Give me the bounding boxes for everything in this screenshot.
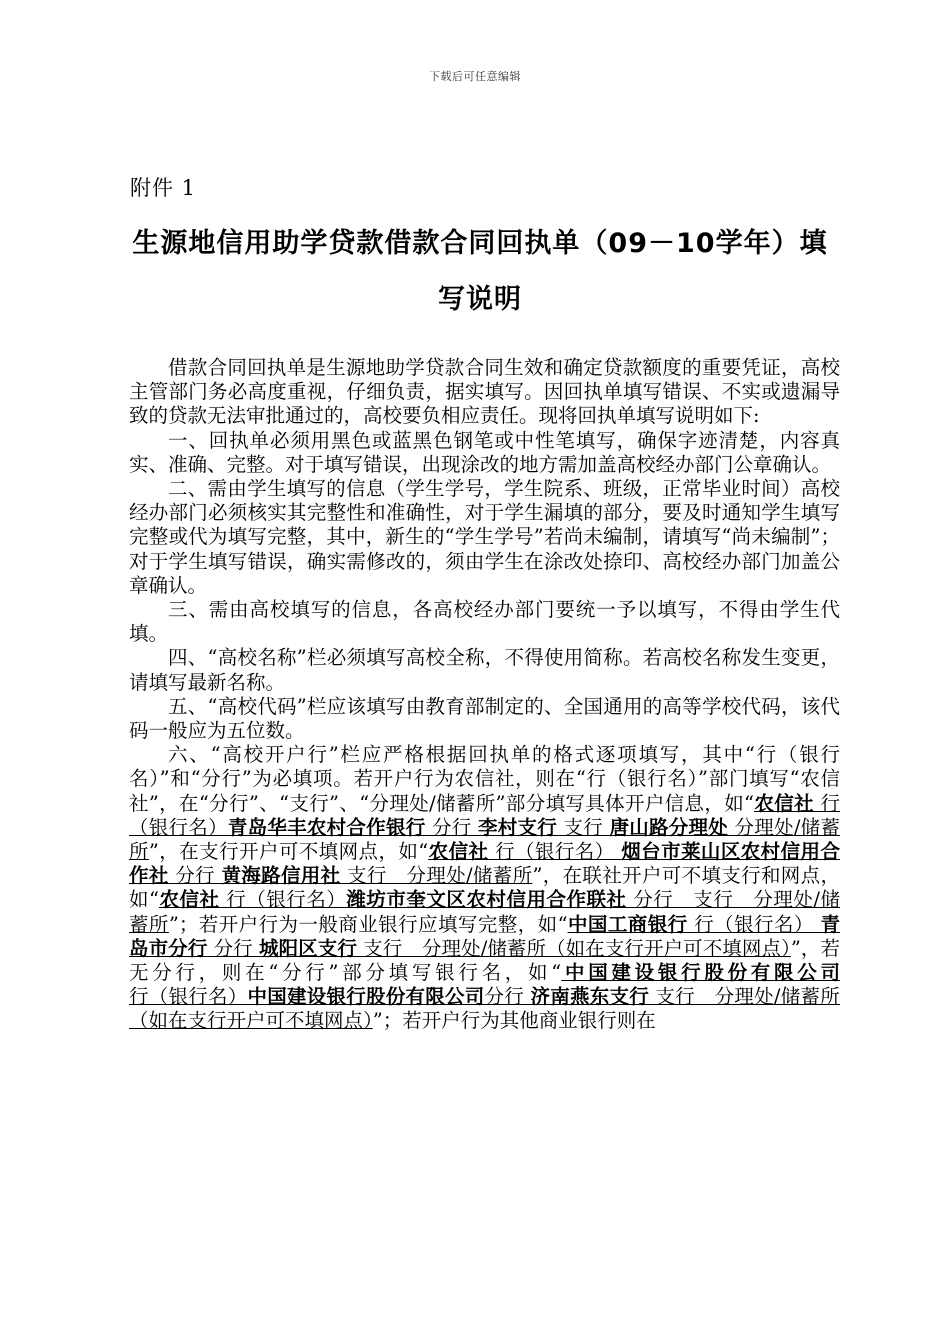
example-1-label-2: 分行 [425, 815, 478, 839]
body-text [129, 356, 840, 1034]
example-5-label-1: 行（银行名） [129, 985, 248, 1009]
example-1-branch: 青岛华丰农村合作银行 [227, 815, 426, 839]
example-2-branch: 烟台市莱山区农村信用合作社 [129, 840, 840, 888]
attachment-label: 附件 1 [130, 176, 197, 200]
document-title: 生源地信用助学贷款借款合同回执单（09－10学年）填写说明 [132, 228, 828, 315]
example-2-label-3: 支行 分理处/储蓄所 [340, 864, 533, 888]
example-4-label-3: 支行 分理处/储蓄所（如在支行开户可不填网点） [356, 936, 791, 960]
paragraph-5: 五、“高校代码”栏应该填写由教育部制定的、全国通用的高等学校代码，该代码一般应为五位数。 [129, 694, 840, 743]
p6-text-2: ”，在支行开户可不填网点，如“ [148, 840, 429, 864]
example-3-bank: 农信社 [158, 888, 220, 912]
example-2-sub-branch: 黄海路信用社 [221, 864, 341, 888]
example-4-bank: 中国工商银行 [567, 912, 688, 936]
header-note: 下载后可任意编辑 [429, 70, 521, 83]
paragraph-3: 三、需由高校填写的信息，各高校经办部门要统一予以填写，不得由学生代填。 [129, 598, 840, 646]
example-1-label-1: 行（银行名） [129, 791, 840, 839]
example-1-sub-branch: 李村支行 [477, 815, 558, 839]
p6-text-4: ”；若开户行为一般商业银行应填写完整，如“ [168, 912, 568, 936]
paragraph-4: 四、“高校名称”栏必须填写高校全称，不得使用简称。若高校名称发生变更，请填写最新名称。 [129, 646, 840, 694]
example-3-branch: 潍坊市奎文区农村信用合作联社 [346, 888, 627, 912]
example-5-label-2: 分行 [484, 985, 531, 1009]
example-1-label-4: 分理处/储蓄所 [129, 815, 840, 864]
example-5-label-3: 支行 分理处/储蓄所（如在支行开户可不填网点） [129, 985, 840, 1033]
example-2-label-1: 行（银行名） [488, 840, 622, 864]
example-5-branch: 中国建设银行股份有限公司 [247, 985, 485, 1009]
p6-text-3: ”，在联社开户可不填支行和网点，如“ [129, 864, 840, 912]
paragraph-intro: 借款合同回执单是生源地助学贷款合同生效和确定贷款额度的重要凭证，高校主管部门务必高度重视，仔细负责，据实填写。因回执单填写错误、不实或遗漏导致的贷款无法审批通过的，高校要负相应责任。现将回执单填写说明如下: [129, 356, 840, 428]
paragraph-6 [129, 743, 840, 1033]
example-1-office: 唐山路分理处 [609, 815, 729, 839]
example-3-label-2: 分行 支行 分理处/储蓄所 [129, 888, 840, 936]
p6-text-6: ”；若开户行为其他商业银行则在 [372, 1009, 656, 1033]
p6-text-5: ”，若无分行，则在“分行”部分填写银行名，如“ [129, 936, 840, 985]
paragraph-2: 二、需由学生填写的信息（学生学号，学生院系、班级，正常毕业时间）高校经办部门必须核实其完整性和准确性，对于学生漏填的部分，要及时通知学生填写完整或代为填写完整，其中，新生的“学生学号”若尚未编制，请填写“尚未编制”；对于学生填写错误，确实需修改的，须由学生在涂改处捺印、高校经办部门加盖公章确认。 [129, 477, 840, 597]
example-2-bank: 农信社 [428, 840, 489, 864]
example-1-bank: 农信社 [754, 791, 814, 815]
example-1-label-3: 支行 [557, 815, 610, 839]
example-4-branch: 青岛市分行 [129, 912, 840, 960]
example-4-label-1: 行（银行名） [687, 912, 821, 936]
example-4-label-2: 分行 [207, 936, 260, 960]
paragraph-1: 一、回执单必须用黑色或蓝黑色钢笔或中性笔填写，确保字迹清楚，内容真实、准确、完整。对于填写错误，出现涂改的地方需加盖高校经办部门公章确认。 [129, 428, 840, 476]
example-3-label-1: 行（银行名） [219, 888, 347, 912]
example-5-sub-branch: 济南燕东支行 [530, 985, 649, 1009]
example-4-sub-branch: 城阳区支行 [259, 936, 357, 960]
example-2-label-2: 分行 [168, 864, 222, 888]
p6-text-1: 六、“高校开户行”栏应严格根据回执单的格式逐项填写，其中“行（银行名）”和“分行”为必填项。若开户行为农信社，则在“行（银行名）”部门填写“农信社”，在“分行”、“支行”、“分理处/储蓄所”部分填写具体开户信息，如“ [129, 743, 840, 815]
example-5-bank: 中国建设银行股份有限公司 [561, 961, 840, 985]
